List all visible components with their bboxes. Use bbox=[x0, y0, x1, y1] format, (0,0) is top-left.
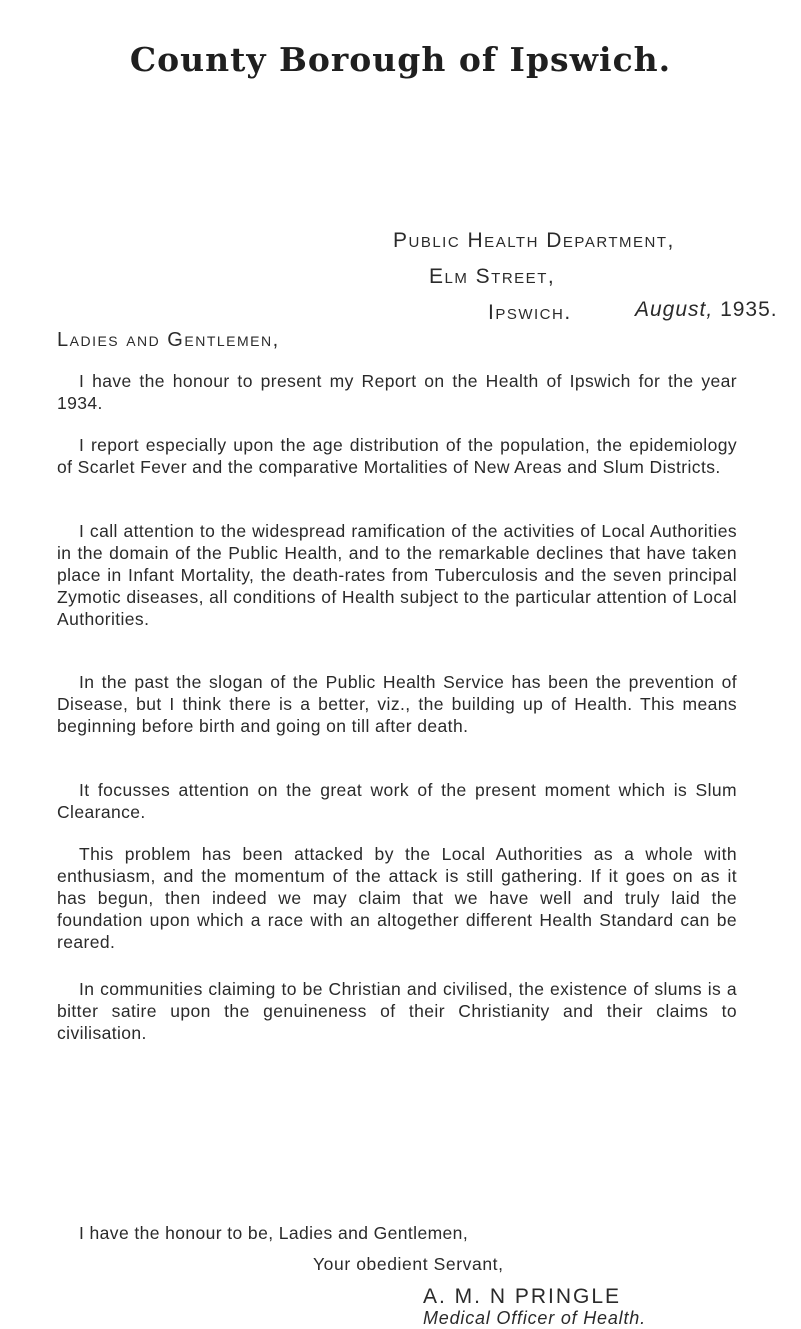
signature-name: A. M. N PRINGLE bbox=[423, 1285, 622, 1308]
paragraph-slogan: In the past the slogan of the Public Health Service has been the prevention of Disease, but I think there is a better, viz., the building up of Health. This means beginning before birth and going on till after death. bbox=[57, 672, 737, 736]
letter-heading: County Borough of Ipswich. bbox=[129, 40, 672, 79]
closing-line: I have the honour to be, Ladies and Gentlemen, bbox=[79, 1223, 469, 1243]
address-line-department: Public Health Department, bbox=[393, 229, 675, 252]
date-year: 1935. bbox=[720, 298, 778, 321]
paragraph-report-intro: I have the honour to present my Report on the Health of Ipswich for the year 1934. bbox=[57, 371, 737, 413]
paragraph-communities: In communities claiming to be Christian and civilised, the existence of slums is a bitter satire upon the genuineness of their Christianity and their claims to civilisation. bbox=[57, 979, 737, 1043]
paragraph-local-authorities: I call attention to the widespread ramification of the activities of Local Authorities in the domain of the Public Health, and to the remarkable declines that have taken place in Infant Mortality, the death-rates from Tuberculosis and the seven principal Zymotic diseases, all conditions of Health subject to the particular attention of Local Authorities. bbox=[57, 521, 737, 629]
paragraph-age-distribution: I report especially upon the age distribution of the population, the epidemiology of Scarlet Fever and the comparative Mortalities of New Areas and Slum Districts. bbox=[57, 435, 737, 477]
address-line-street: Elm Street, bbox=[429, 265, 556, 288]
address-line-town: Ipswich. bbox=[488, 301, 572, 324]
date-month: August, bbox=[635, 298, 714, 321]
signoff: Your obedient Servant, bbox=[313, 1254, 504, 1274]
paragraph-problem-attacked: This problem has been attacked by the Local Authorities as a whole with enthusiasm, and the momentum of the attack is still gathering. If it goes on as it has begun, then indeed we may claim that we have well and truly laid the foundation upon which a race with an altogether different Health Standard can be reared. bbox=[57, 844, 737, 952]
letter-date bbox=[635, 298, 778, 322]
salutation: Ladies and Gentlemen, bbox=[57, 329, 280, 351]
paragraph-slum-clearance: It focusses attention on the great work of the present moment which is Slum Clearance. bbox=[57, 780, 737, 822]
signature-title: Medical Officer of Health. bbox=[423, 1308, 646, 1328]
